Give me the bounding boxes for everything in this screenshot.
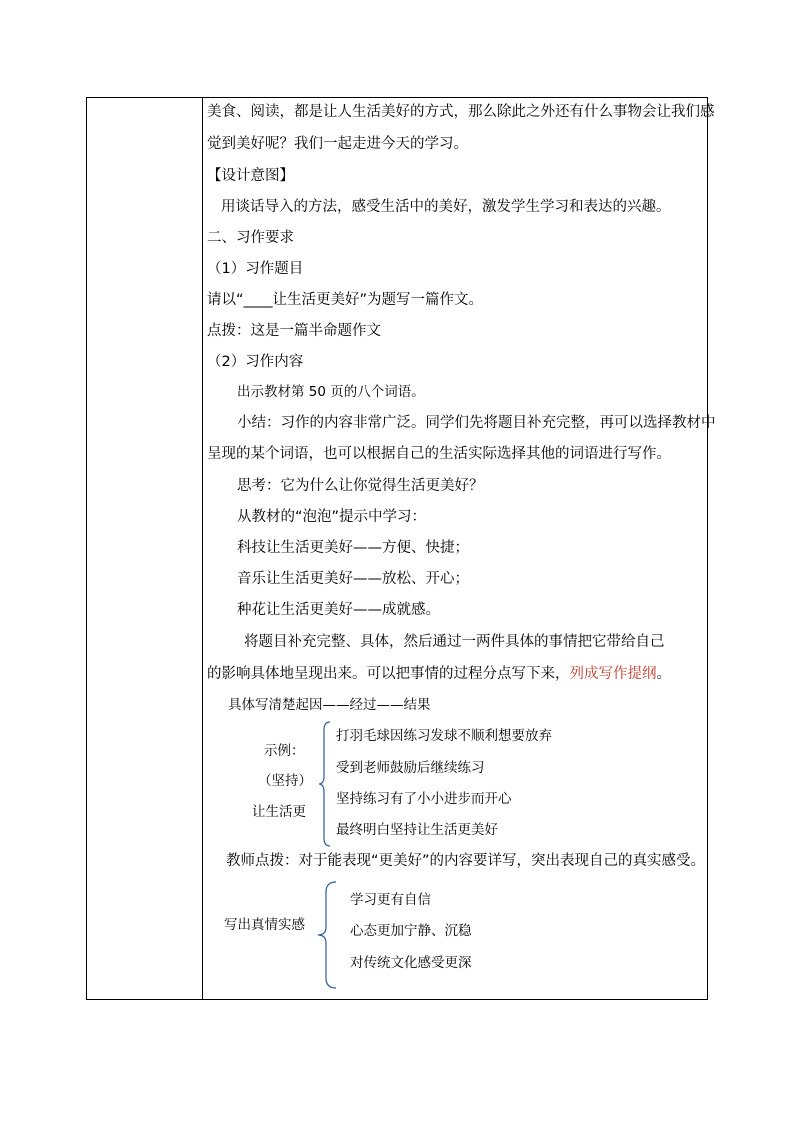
list-item: 学习更有自信 xyxy=(350,892,431,908)
text-run: 的影响具体地呈现出来。可以把事情的过程分点写下来， xyxy=(207,666,570,682)
example-label: （坚持） xyxy=(258,773,312,789)
text-line: 用谈话导入的方法，感受生活中的美好，激发学生学习和表达的兴趣。 xyxy=(221,199,671,215)
text-line: 觉到美好呢？我们一起走进今天的学习。 xyxy=(207,136,468,152)
text-line: 具体写清楚起因——经过——结果 xyxy=(228,697,431,713)
section-heading: 二、习作要求 xyxy=(207,230,294,246)
text-line: 出示教材第 50 页的八个词语。 xyxy=(237,384,425,400)
text-line: 种花让生活更美好——成就感。 xyxy=(237,602,440,618)
list-item: 对传统文化感受更深 xyxy=(350,955,472,971)
list-item: 坚持练习有了小小进步而开心 xyxy=(336,791,512,807)
list-item: 打羽毛球因练习发球不顺利想要放弃 xyxy=(336,728,552,744)
text-line: 科技让生活更美好——方便、快捷； xyxy=(237,540,469,556)
subsection-heading: （1）习作题目 xyxy=(207,261,304,277)
text-line: 小结：习作的内容非常广泛。同学们先将题目补充完整，再可以选择教材中 xyxy=(237,415,716,431)
text-line: 从教材的“泡泡”提示中学习： xyxy=(237,509,427,525)
text-line: 请以“____让生活更美好”为题写一篇作文。 xyxy=(207,292,484,308)
example-label: 让生活更 xyxy=(252,804,306,820)
left-brace-icon xyxy=(316,880,338,990)
feelings-label: 写出真情实感 xyxy=(224,917,305,933)
text-run: 。 xyxy=(656,666,671,682)
left-brace-icon xyxy=(318,720,332,848)
text-line: 呈现的某个词语，也可以根据自己的生活实际选择其他的词语进行写作。 xyxy=(207,446,671,462)
text-line: 音乐让生活更美好——放松、开心； xyxy=(237,571,469,587)
list-item: 心态更加宁静、沉稳 xyxy=(350,923,472,939)
section-heading: 【设计意图】 xyxy=(207,168,294,184)
text-line: 美食、阅读，都是让人生活美好的方式，那么除此之外还有什么事物会让我们感 xyxy=(207,104,715,120)
example-label: 示例： xyxy=(264,743,305,759)
list-item: 最终明白坚持让生活更美好 xyxy=(336,822,498,838)
text-line: 思考：它为什么让你觉得生活更美好？ xyxy=(237,478,484,494)
list-item: 受到老师鼓励后继续练习 xyxy=(336,760,485,776)
highlight-text: 列成写作提纲 xyxy=(569,666,657,682)
text-line xyxy=(207,664,671,684)
text-line: 将题目补充完整、具体，然后通过一两件具体的事情把它带给自己 xyxy=(244,634,665,650)
text-line: 点拨：这是一篇半命题作文 xyxy=(207,323,381,339)
subsection-heading: （2）习作内容 xyxy=(207,354,304,370)
text-line: 教师点拨：对于能表现“更美好”的内容要详写，突出表现自己的真实感受。 xyxy=(226,853,706,869)
